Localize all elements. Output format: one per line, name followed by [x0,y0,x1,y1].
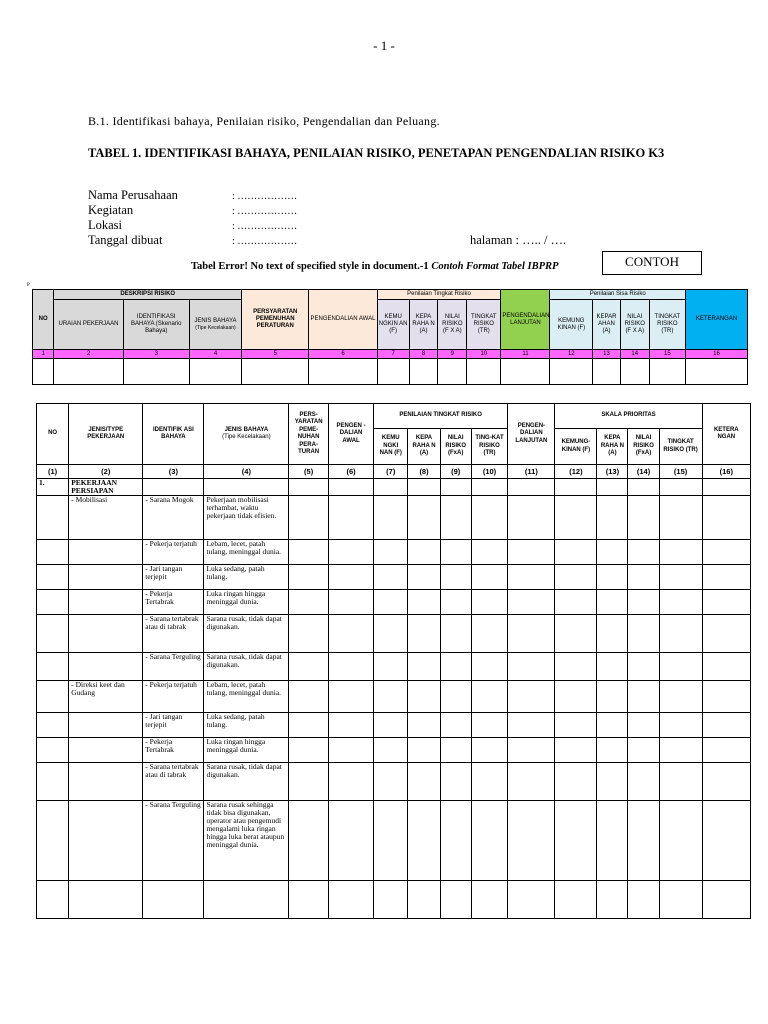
empty-cell [408,801,440,881]
empty-cell [374,801,408,881]
empty-cell [659,801,702,881]
empty-cell [597,801,628,881]
empty-cell [555,713,597,738]
empty-cell [702,763,750,801]
t2-num: (12) [555,465,597,479]
empty-cell [471,615,508,653]
empty-cell [659,615,702,653]
empty-cell [628,738,659,763]
empty-cell [329,763,374,801]
meta-row-date [88,233,297,248]
t1-num: 16 [685,350,747,359]
t2-num: (16) [702,465,750,479]
contoh-box: CONTOH [602,251,702,275]
empty-cell [508,801,555,881]
row-jenis: Luka ringan hingga meninggal dunia. [204,738,289,763]
empty-cell [329,713,374,738]
row-pekerjaan [69,565,143,590]
row-pekerjaan [69,540,143,565]
empty-cell [659,763,702,801]
t1-num: 3 [123,350,189,359]
corner-mark: ᴾ [27,281,30,290]
table-row [37,763,751,801]
empty-cell [374,738,408,763]
t2-num: (3) [143,465,204,479]
t1-num: 9 [438,350,467,359]
empty-cell [628,540,659,565]
empty-cell [508,565,555,590]
empty-cell [508,590,555,615]
empty-cell [289,615,329,653]
empty-cell [659,653,702,681]
empty-cell [408,713,440,738]
meta-row-activity [88,203,297,218]
empty-cell [440,738,471,763]
empty-cell [471,713,508,738]
empty-cell [408,540,440,565]
empty-cell [37,801,69,881]
row-jenis: Pekerjaan mobilisasi terhambat, waktu pekerjaan tidak efisien. [204,496,289,540]
empty-cell [408,590,440,615]
t2-num: (5) [289,465,329,479]
row-jenis: Luka sedang, patah tulang. [204,713,289,738]
t2-trailing-row [37,881,751,919]
row-pekerjaan [69,615,143,653]
empty-cell [628,496,659,540]
empty-cell [289,496,329,540]
empty-cell [374,713,408,738]
empty-cell [37,540,69,565]
empty-cell [508,681,555,713]
empty-cell [555,763,597,801]
empty-cell [37,681,69,713]
empty-cell [628,801,659,881]
empty-cell [628,590,659,615]
table-row [37,801,751,881]
t1-num: 12 [550,350,593,359]
meta-row-company [88,188,297,203]
t1-header-jenis [189,300,241,350]
empty-cell [37,615,69,653]
table-row [37,653,751,681]
empty-cell [471,565,508,590]
empty-cell [471,540,508,565]
meta-label: Lokasi [88,218,123,232]
t2-num: (7) [374,465,408,479]
empty-cell [555,615,597,653]
empty-cell [555,540,597,565]
empty-cell [702,615,750,653]
empty-cell [408,496,440,540]
empty-cell [597,713,628,738]
row-pekerjaan: - Mobilisasi [69,496,143,540]
empty-cell [289,738,329,763]
row-bahaya: - Pekerja terjatuh [143,681,204,713]
table-row [37,738,751,763]
empty-cell [659,590,702,615]
row-jenis: Luka ringan hingga meninggal dunia. [204,590,289,615]
t2-num: (14) [628,465,659,479]
t2-header-lanjutan: PENGEN-DALIAN LANJUTAN [508,404,555,465]
t2-header-penilaian: PENILAIAN TINGKAT RISIKO [374,404,508,429]
t1-header-penilaian: Penilaian Tingkat Risiko [377,290,501,300]
t1-header-kemungkinan: KEMU NGKIN AN (F) [377,300,409,350]
t1-header-pengendalian-awal: PENGENDALIAN AWAL [309,290,377,350]
t2-num: (1) [37,465,69,479]
empty-cell [440,681,471,713]
empty-cell [702,801,750,881]
empty-cell [37,496,69,540]
t1-num: 6 [309,350,377,359]
empty-cell [289,590,329,615]
empty-cell [329,801,374,881]
t2-header-jenis-pekerjaan: JENIS/TYPE PEKERJAAN [69,404,143,465]
t2-header-keparahan: KEPA RAHA N (A) [408,429,440,465]
empty-cell [329,590,374,615]
table-row [37,565,751,590]
t2-header-kemungkinan: KEMU NGKI NAN (F) [374,429,408,465]
t1-num: 11 [501,350,550,359]
t2-header-jenis-bahaya [204,404,289,465]
t2-header-nilai2: NILAI RISIKO (FxA) [628,429,659,465]
t1-empty-row [33,359,748,385]
t1-jenis-sub: (Tipe Kecelakaan) [195,324,236,331]
row-jenis: Sarana rusak, tidak dapat digunakan. [204,615,289,653]
empty-cell [329,653,374,681]
t1-header-tingkat: TINGKAT RISIKO (TR) [467,300,501,350]
row-pekerjaan [69,653,143,681]
empty-cell [329,615,374,653]
empty-cell [408,653,440,681]
meta-value: : ……………… [232,191,298,202]
empty-cell [289,565,329,590]
t2-num: (2) [69,465,143,479]
empty-cell [289,763,329,801]
empty-cell [440,565,471,590]
empty-cell [508,496,555,540]
empty-cell [37,763,69,801]
empty-cell [508,540,555,565]
empty-cell [329,681,374,713]
empty-cell [702,496,750,540]
t1-header-persyaratan: PERSYARATAN PEMENUHAN PERATURAN [242,290,309,350]
empty-cell [471,653,508,681]
empty-cell [702,540,750,565]
row-pekerjaan [69,738,143,763]
t2-header-kemungkinan2: KEMUNG-KINAN (F) [555,429,597,465]
empty-cell [440,653,471,681]
t1-header-lanjutan: PENGENDALIAN LANJUTAN [501,290,550,350]
empty-cell [408,738,440,763]
empty-cell [628,615,659,653]
t2-num: (8) [408,465,440,479]
empty-cell [555,801,597,881]
row-bahaya: - Jari tangan terjepit [143,713,204,738]
meta-row-location [88,218,297,233]
empty-cell [555,681,597,713]
empty-cell [440,763,471,801]
t1-header-uraian: URAIAN PEKERJAAN [54,300,123,350]
t2-group-no: 1. [37,479,69,496]
t2-body [37,496,751,881]
t1-num: 1 [33,350,54,359]
row-jenis: Sarana rusak, tidak dapat digunakan. [204,763,289,801]
t1-header-tingkat-sisa: TINGKAT RISIKO (TR) [649,300,685,350]
row-jenis: Lebam, lecet, patah tulang, meninggal dunia. [204,681,289,713]
page-number: - 1 - [373,38,395,53]
caption-italic: Contoh Format Tabel IBPRP [431,261,559,272]
empty-cell [37,713,69,738]
t1-header-keparahan: KEPA RAHA N (A) [409,300,438,350]
empty-cell [374,615,408,653]
empty-cell [471,496,508,540]
empty-cell [702,565,750,590]
empty-cell [440,496,471,540]
empty-cell [374,565,408,590]
table-row [37,540,751,565]
ibprp-template-table [32,289,748,385]
empty-cell [508,738,555,763]
empty-cell [408,565,440,590]
empty-cell [555,738,597,763]
t2-header-skala: SKALA PRIORITAS [555,404,702,429]
empty-cell [702,713,750,738]
empty-cell [440,540,471,565]
table-row [37,713,751,738]
empty-cell [471,590,508,615]
meta-label: Nama Perusahaan [88,188,178,202]
empty-cell [508,653,555,681]
empty-cell [597,565,628,590]
empty-cell [597,763,628,801]
empty-cell [597,738,628,763]
empty-cell [289,801,329,881]
row-bahaya: - Jari tangan terjepit [143,565,204,590]
t2-header-tingkat2: TINGKAT RISIKO (TR) [659,429,702,465]
empty-cell [628,763,659,801]
empty-cell [408,763,440,801]
t2-header-keparahan2: KEPA RAHA N (A) [597,429,628,465]
t2-num: (10) [471,465,508,479]
empty-cell [628,713,659,738]
empty-cell [37,653,69,681]
t1-header-nilai: NILAI RISIKO (F X A) [438,300,467,350]
empty-cell [628,681,659,713]
row-pekerjaan [69,801,143,881]
empty-cell [329,540,374,565]
empty-cell [508,615,555,653]
page-counter: halaman : ….. / …. [470,233,567,247]
t2-jenis-label: JENIS BAHAYA [224,426,269,433]
t1-num: 15 [649,350,685,359]
empty-cell [289,653,329,681]
t2-group-row [37,479,751,496]
row-bahaya: - Sarana tertabrak atau di tabrak [143,615,204,653]
t2-number-row [37,465,751,479]
t1-num: 14 [620,350,649,359]
empty-cell [659,713,702,738]
table-caption [191,261,558,272]
t1-header-keparahan-sisa: KEPAR AHAN (A) [593,300,621,350]
meta-label: Tanggal dibuat [88,233,163,247]
empty-cell [37,738,69,763]
t2-header-pengendalian-awal: PENGEN -DALIAN AWAL [329,404,374,465]
empty-cell [374,540,408,565]
t2-jenis-sub: (Tipe Kecelakaan) [222,434,271,440]
t1-header-no: NO [33,290,54,350]
empty-cell [374,681,408,713]
row-pekerjaan: - Direksi keet dan Gudang [69,681,143,713]
t2-header-identifikasi: IDENTIFIK ASI BAHAYA [143,404,204,465]
empty-cell [508,713,555,738]
t2-num: (4) [204,465,289,479]
empty-cell [374,653,408,681]
t1-num: 13 [593,350,621,359]
row-bahaya: - Sarana Terguling [143,801,204,881]
t1-num: 2 [54,350,123,359]
empty-cell [37,565,69,590]
empty-cell [329,565,374,590]
t2-num: (9) [440,465,471,479]
empty-cell [289,540,329,565]
t1-header-kemungkinan-sisa: KEMUNG KINAN (F) [550,300,593,350]
t2-header-nilai: NILAI RISIKO (FxA) [440,429,471,465]
meta-value: : ……………… [232,236,298,247]
empty-cell [555,496,597,540]
empty-cell [329,496,374,540]
empty-cell [597,540,628,565]
caption-text: Tabel Error! No text of specified style in document.-1 [191,261,432,272]
table-row [37,615,751,653]
empty-cell [702,681,750,713]
empty-cell [440,615,471,653]
empty-cell [289,713,329,738]
row-jenis: Sarana rusak sehingga tidak bisa digunakan, operator atau pengemudi mengalami luka ringan hingga luka berat ataupun meninggal dunia. [204,801,289,881]
empty-cell [659,681,702,713]
empty-cell [597,615,628,653]
ibprp-example-table [36,403,751,919]
meta-value: : ……………… [232,221,298,232]
empty-cell [555,653,597,681]
t2-num: (11) [508,465,555,479]
table-title: TABEL 1. IDENTIFIKASI BAHAYA, PENILAIAN RISIKO, PENETAPAN PENGENDALIAN RISIKO K3 [88,146,665,160]
row-jenis: Sarana rusak, tidak dapat digunakan. [204,653,289,681]
row-bahaya: - Pekerja Tertabrak [143,590,204,615]
t2-header-keterangan: KETERA NGAN [702,404,750,465]
empty-cell [408,681,440,713]
t1-num: 8 [409,350,438,359]
meta-value: : ……………… [232,206,298,217]
empty-cell [440,801,471,881]
empty-cell [329,738,374,763]
empty-cell [508,763,555,801]
row-pekerjaan [69,713,143,738]
empty-cell [702,738,750,763]
table-row [37,681,751,713]
t1-header-nilai-sisa: NILAI RISIKO (F X A) [620,300,649,350]
t1-num: 5 [242,350,309,359]
empty-cell [374,590,408,615]
section-heading: B.1. Identifikasi bahaya, Penilaian risiko, Pengendalian dan Peluang. [88,114,440,128]
t2-num: (6) [329,465,374,479]
t1-header-keterangan: KETERANGAN [685,290,747,350]
empty-cell [289,681,329,713]
row-pekerjaan [69,590,143,615]
row-bahaya: - Sarana Mogok [143,496,204,540]
empty-cell [628,653,659,681]
row-bahaya: - Sarana Terguling [143,653,204,681]
empty-cell [702,590,750,615]
meta-label: Kegiatan [88,203,134,217]
empty-cell [37,590,69,615]
empty-cell [408,615,440,653]
t1-num: 4 [189,350,241,359]
empty-cell [440,590,471,615]
table-row [37,590,751,615]
empty-cell [555,590,597,615]
empty-cell [659,565,702,590]
empty-cell [440,713,471,738]
empty-cell [597,496,628,540]
row-bahaya: - Sarana tertabrak atau di tabrak [143,763,204,801]
empty-cell [702,653,750,681]
t1-header-sisa: Penilaian Sisa Risiko [550,290,686,300]
t1-header-deskripsi: DESKRIPSI RISIKO [54,290,242,300]
empty-cell [597,653,628,681]
t2-header-tingkat: TING-KAT RISIKO (TR) [471,429,508,465]
t2-header-no: NO [37,404,69,465]
t1-header-identifikasi: IDENTIFIKASI BAHAYA (Skenario Bahaya) [123,300,189,350]
row-bahaya: - Pekerja Tertabrak [143,738,204,763]
empty-cell [597,681,628,713]
empty-cell [659,738,702,763]
empty-cell [659,496,702,540]
empty-cell [555,565,597,590]
empty-cell [597,590,628,615]
t2-header-persyaratan: PERS-YARATAN PEME-NUHAN PERA-TURAN [289,404,329,465]
empty-cell [628,565,659,590]
table-row [37,496,751,540]
t2-num: (13) [597,465,628,479]
t1-jenis-label: JENIS BAHAYA [194,317,237,324]
t1-num: 7 [377,350,409,359]
empty-cell [374,763,408,801]
row-jenis: Lebam, lecet, patah tulang, meninggal dunia. [204,540,289,565]
empty-cell [471,763,508,801]
t1-number-row [33,350,748,359]
row-pekerjaan [69,763,143,801]
empty-cell [659,540,702,565]
t2-num: (15) [659,465,702,479]
empty-cell [471,801,508,881]
row-bahaya: - Pekerja terjatuh [143,540,204,565]
empty-cell [374,496,408,540]
t1-num: 10 [467,350,501,359]
empty-cell [471,681,508,713]
empty-cell [471,738,508,763]
row-jenis: Luka sedang, patah tulang. [204,565,289,590]
t2-group-title: PEKERJAAN PERSIAPAN [69,479,143,496]
